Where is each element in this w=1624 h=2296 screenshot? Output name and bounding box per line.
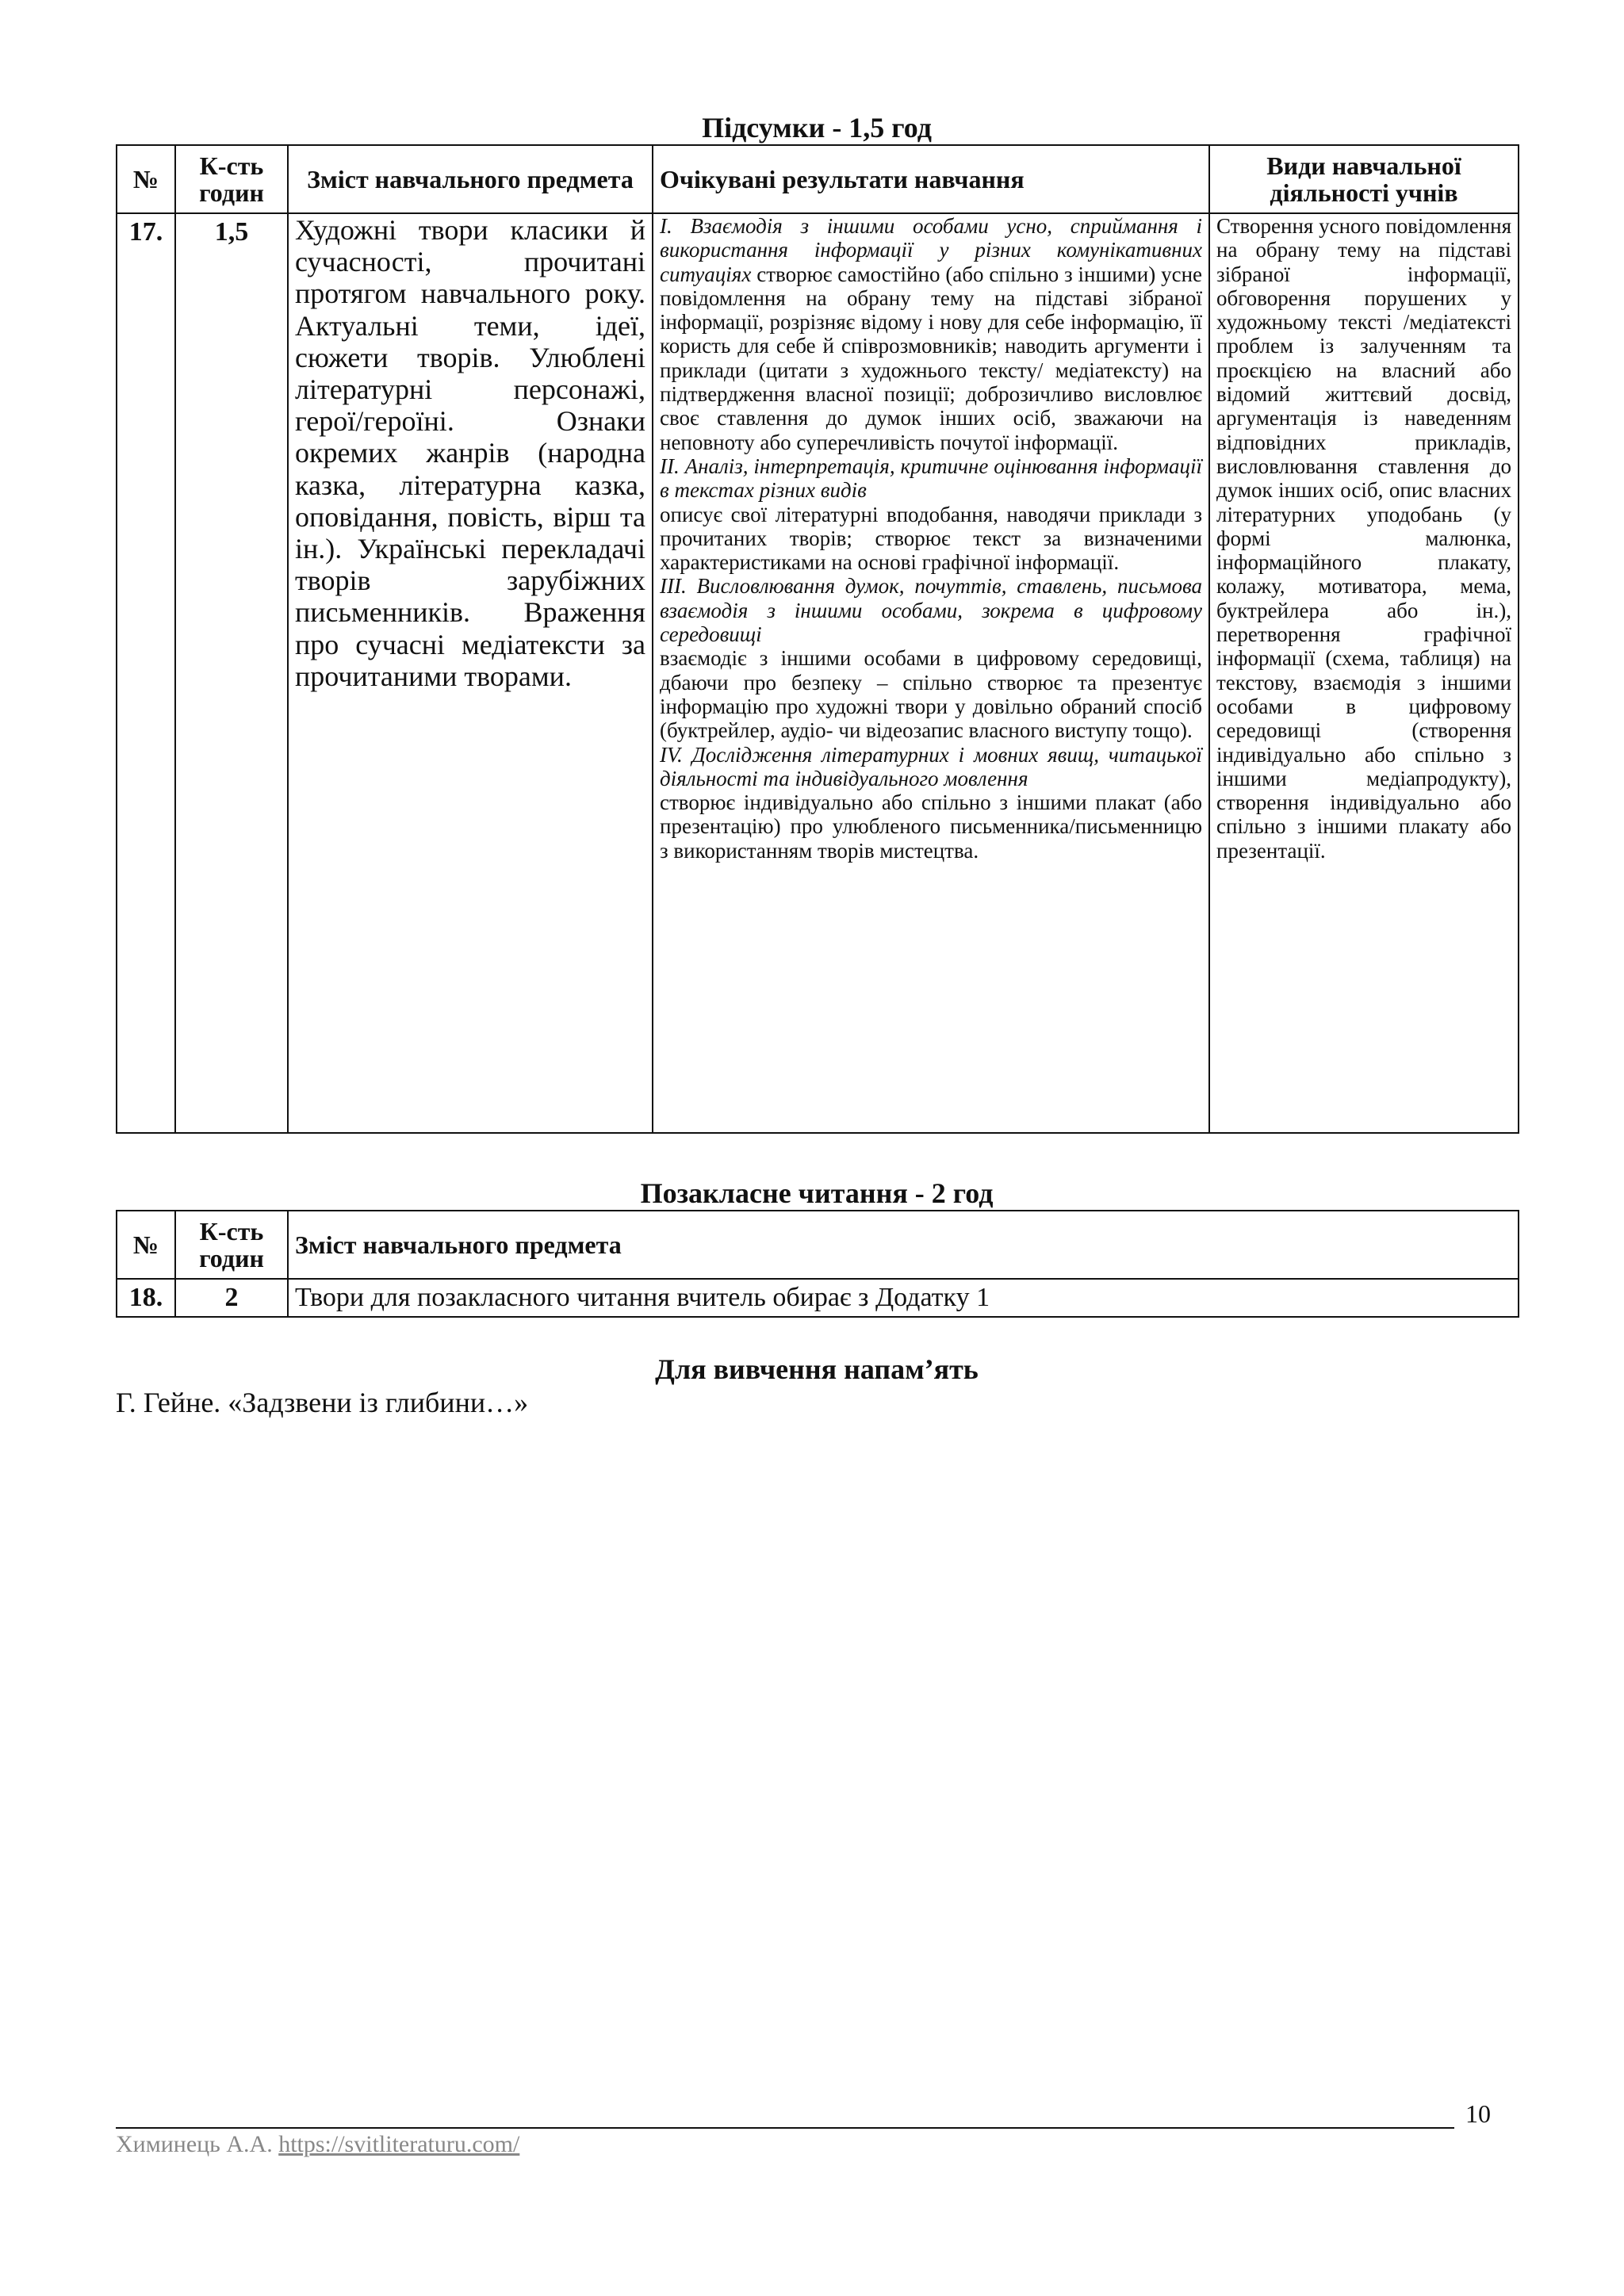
row-hours: 1,5: [175, 213, 288, 1133]
summary-table: [116, 144, 1519, 1134]
result-block-1: [660, 214, 1202, 454]
row-content: Твори для позакласного читання вчитель обирає з Додатку 1: [288, 1279, 1519, 1317]
row-content: Художні твори класики й сучасності, прочитані протягом навчального року. Актуальні теми, ідеї, сюжети творів. Улюблені літературні персонажі, герої/героїні. Ознаки окремих жанрів (народна казка, літературна казка, оповідання, повість, вірш та ін.). Українські перекладачі творів зарубіжних письменників. Враження про сучасні медіатексти за прочитаними творами.: [288, 213, 653, 1133]
header-num: №: [117, 1211, 175, 1279]
result-3-text: взаємодіє з іншими особами в цифровому середовищі, дбаючи про безпеку – спільно створює та презентує інформацію про художні твори у довільно обраний спосіб (буктрейлер, аудіо- чи відеозапис власного виступу тощо).: [660, 646, 1202, 743]
header-content: Зміст навчального предмета: [288, 1211, 1519, 1279]
result-2-text: описує свої літературні вподобання, наводячи приклади з прочитаних творів; створює текст за визначеними характеристиками на основі графічної інформації.: [660, 502, 1202, 575]
header-num: №: [117, 145, 175, 213]
result-4-heading: IV. Дослідження літературних і мовних явищ, читацької діяльності та індивідуального мовлення: [660, 742, 1202, 790]
row-results: [653, 213, 1209, 1133]
section-title-extracurricular: Позакласне читання - 2 год: [640, 1177, 994, 1209]
memorize-title: Для вивчення напам’ять: [655, 1353, 979, 1385]
result-4-text: створює індивідуально або спільно з іншими плакат (або презентацію) про улюбленого письменника/письменницю з використанням творів мистецтва.: [660, 790, 1202, 863]
result-2-heading: ІІ. Аналіз, інтерпретація, критичне оцінювання інформації в текстах різних видів: [660, 453, 1202, 503]
extracurricular-table-header: [117, 1211, 1519, 1279]
summary-table-header: [117, 145, 1519, 213]
table-row: [117, 213, 1519, 1133]
memorize-text: Г. Гейне. «Задзвени із глибини…»: [116, 1387, 529, 1418]
row-num: 17.: [117, 213, 175, 1133]
footer: [116, 2131, 519, 2158]
result-block-2: [660, 454, 1202, 574]
section-title-summary: Підсумки - 1,5 год: [702, 112, 932, 144]
row-num: 18.: [117, 1279, 175, 1317]
result-1-heading: І. Взаємодія з іншими особами усно, сприймання і використання інформації у різних комунікативних ситуаціях: [660, 214, 1202, 286]
header-results: Очікувані результати навчання: [653, 145, 1209, 213]
result-block-3: [660, 574, 1202, 742]
page-content: [116, 111, 1518, 1419]
result-block-4: [660, 743, 1202, 863]
footer-author: Химинець А.А.: [116, 2131, 273, 2157]
extracurricular-table: [116, 1210, 1519, 1318]
header-hours: К-сть годин: [175, 145, 288, 213]
result-3-heading: ІІІ. Висловлювання думок, почуттів, ставлень, письмова взаємодія з іншими особами, зокрема в цифровому середовищі: [660, 574, 1202, 647]
header-hours: К-сть годин: [175, 1211, 288, 1279]
result-1-text: створює самостійно (або спільно з іншими) усне повідомлення на обрану тему на підставі зібраної інформації, розрізняє відому і нову для себе інформацію, її користь для себе й співрозмовників; наводить аргументи і приклади (цитати з художнього тексту/ медіатексту) на підтвердження власної позиції; доброзичливо висловлює своє ставлення до думок інших осіб, зважаючи на неповноту або суперечливість почутої інформації.: [660, 262, 1202, 454]
row-activity: Створення усного повідомлення на обрану тему на підставі зібраної інформації, обговорення порушених у художньому тексті /медіатексті проблем із залученням та проєкцією на власний або відомий життєвий досвід, аргументація із наведенням відповідних прикладів, висловлювання ставлення до думок інших осіб, опис власних літературних уподобань (у формі малюнка, інформаційного плакату, колажу, мотиватора, мема, буктрейлера або ін.), перетворення графічної інформації (схема, таблиця) на текстову, взаємодія з іншими особами в цифровому середовищі (створення індивідуально або спільно з іншими медіапродукту), створення індивідуально або спільно з іншими плакату або презентації.: [1209, 213, 1519, 1133]
page-number: 10: [1465, 2099, 1491, 2128]
footer-divider: [116, 2127, 1454, 2129]
footer-link[interactable]: https://svitliteraturu.com/: [278, 2131, 520, 2157]
header-activity: Види навчальної діяльності учнів: [1209, 145, 1519, 213]
header-content: Зміст навчального предмета: [288, 145, 653, 213]
table-row: [117, 1279, 1519, 1317]
row-hours: 2: [175, 1279, 288, 1317]
